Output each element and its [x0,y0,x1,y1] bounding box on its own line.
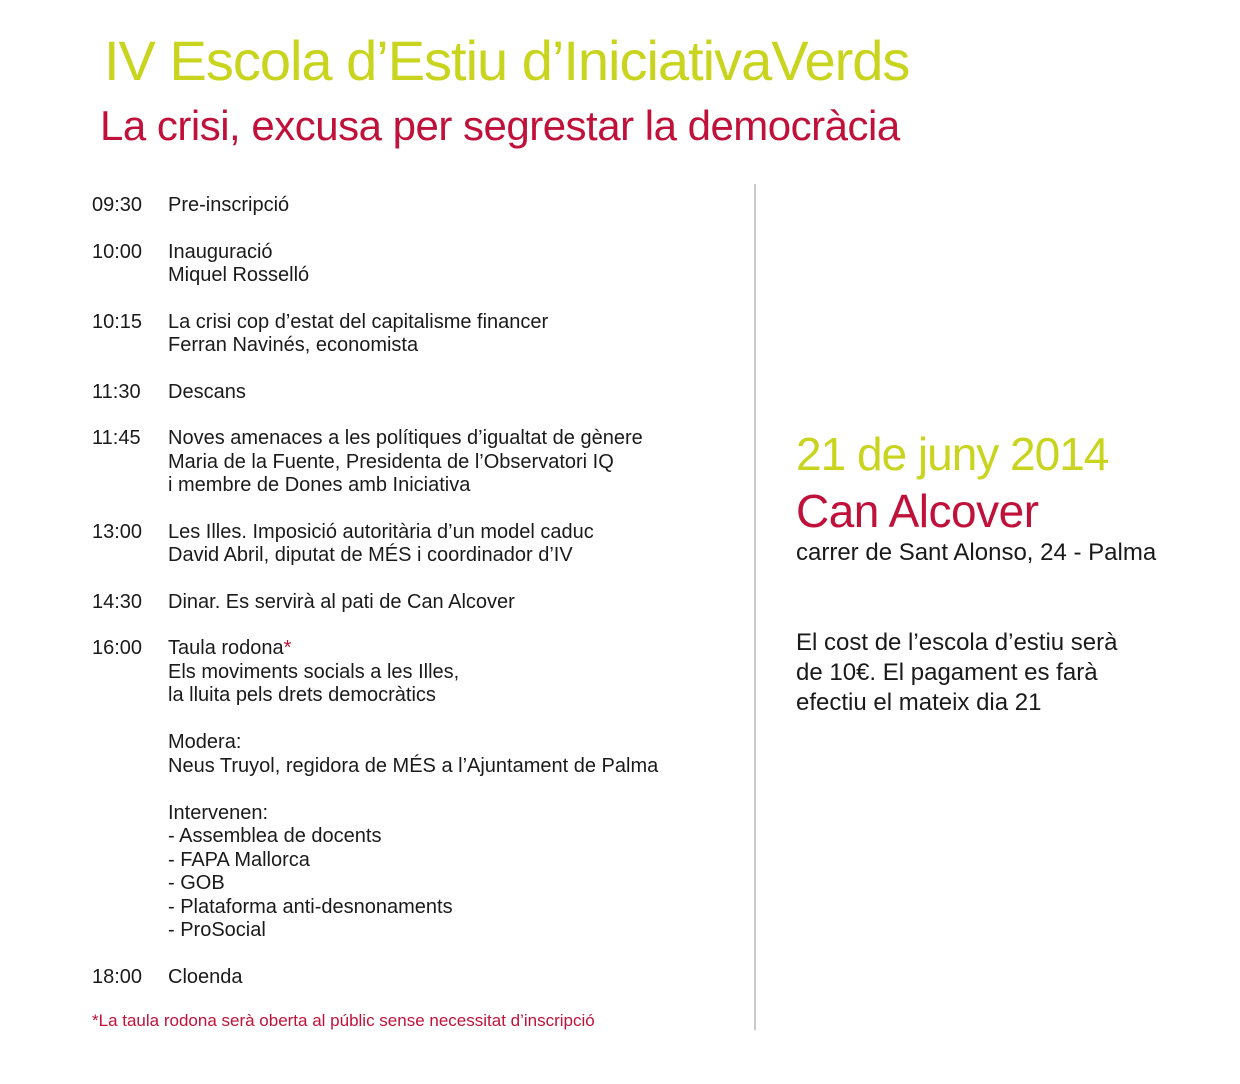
schedule-speaker: David Abril, diputat de MÉS i coordinador d’IV [168,544,573,566]
schedule-item [92,521,742,568]
schedule-text: Descans [168,380,246,403]
cost-line: efectiu el mateix dia 21 [796,689,1042,716]
round-table-title: Taula rodona [168,637,284,659]
moderator-name: Neus Truyol, regidora de MÉS a l’Ajuntament de Palma [168,754,659,777]
schedule-item [92,427,742,498]
event-info [796,424,1226,718]
column-divider [754,184,756,1030]
schedule-item [92,381,742,405]
schedule-item-round-table [92,637,742,943]
schedule-item [92,966,742,990]
spacer [168,708,742,732]
schedule-text: La crisi cop d’estat del capitalisme financer [168,310,549,333]
schedule-text: Els moviments socials a les Illes, [168,660,460,683]
schedule-text: Inauguració [168,240,273,263]
schedule-time: 18:00 [92,965,143,988]
schedule-text: Dinar. Es servirà al pati de Can Alcover [168,590,515,613]
schedule-speaker: Maria de la Fuente, Presidenta de l’Observatori IQ [168,450,614,473]
schedule-speaker: Ferran Navinés, economista [168,334,419,356]
event-venue: Can Alcover [796,485,1039,537]
cost-note [796,628,1226,718]
schedule-time: 14:30 [92,590,143,613]
schedule-time: 09:30 [92,194,143,216]
schedule-list [92,194,742,1012]
schedule-text: Pre-inscripció [168,194,290,216]
schedule-time: 10:00 [92,240,143,263]
participant-item: - Assemblea de docents [168,825,382,847]
schedule-speaker: Miquel Rosselló [168,264,310,286]
page-subtitle: La crisi, excusa per segrestar la democràcia [100,102,900,149]
round-table-title-line [168,637,742,661]
schedule-time: 16:00 [92,637,143,659]
schedule-time: 13:00 [92,520,143,543]
participant-item: - ProSocial [168,919,266,941]
cost-line: de 10€. El pagament es farà [796,659,1098,686]
participant-item: - GOB [168,872,225,894]
page-title: IV Escola d’Estiu d’IniciativaVerds [104,29,910,92]
moderator-label: Modera: [168,731,242,753]
schedule-item [92,591,742,615]
schedule-text: Cloenda [168,965,243,988]
participant-item: - Plataforma anti-desnonaments [168,895,453,918]
schedule-text: Les Illes. Imposició autoritària d’un model caduc [168,520,594,543]
asterisk-mark: * [283,637,292,659]
schedule-item [92,311,742,358]
footnote: *La taula rodona serà oberta al públic sense necessitat d’inscripció [92,1011,595,1030]
schedule-item [92,194,742,218]
participant-item: - FAPA Mallorca [168,848,310,871]
schedule-time: 11:30 [92,380,141,403]
spacer [168,778,742,802]
schedule-text: Noves amenaces a les polítiques d’igualtat de gènere [168,427,643,449]
schedule-item [92,241,742,288]
schedule-time: 10:15 [92,310,143,333]
schedule-time: 11:45 [92,427,141,449]
schedule-text: la lluita pels drets democràtics [168,684,436,706]
event-date: 21 de juny 2014 [796,428,1109,480]
participants-label: Intervenen: [168,801,269,824]
schedule-speaker: i membre de Dones amb Iniciativa [168,474,471,496]
event-address: carrer de Sant Alonso, 24 - Palma [796,539,1157,566]
cost-line: El cost de l’escola d’estiu serà [796,629,1118,656]
